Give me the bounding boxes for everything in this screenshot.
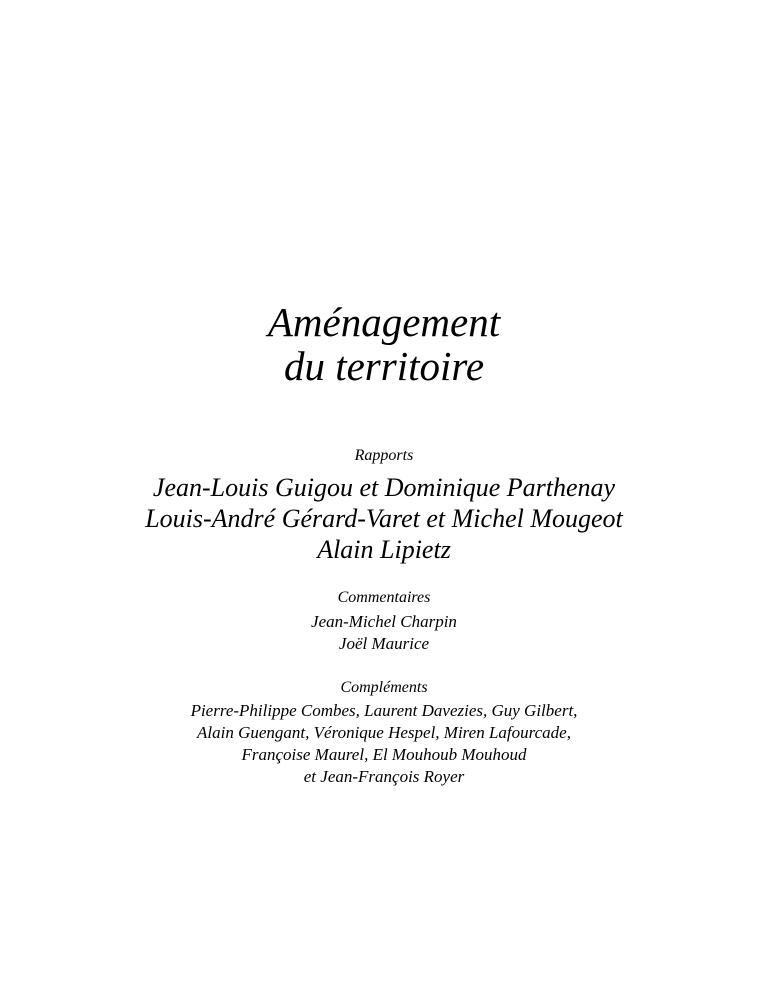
author-line: Jean-Louis Guigou et Dominique Parthenay	[152, 473, 616, 502]
contributor-line: Françoise Maurel, El Mouhoub Mouhoud	[241, 745, 527, 764]
contributor-line: Alain Guengant, Véronique Hespel, Miren Lafourcade,	[197, 723, 571, 742]
contributor-line: Pierre-Philippe Combes, Laurent Davezies, Guy Gilbert,	[190, 701, 578, 720]
document-title	[0, 300, 768, 388]
complements-label: Compléments	[340, 679, 428, 696]
complement-contributors	[0, 700, 768, 788]
author-line: Louis-André Gérard-Varet et Michel Mougeot	[145, 504, 623, 533]
author-line: Alain Lipietz	[317, 535, 451, 564]
commentator-name: Joël Maurice	[338, 634, 430, 653]
commentaires-label: Commentaires	[337, 589, 431, 606]
rapports-label: Rapports	[354, 447, 414, 464]
title-line: Aménagement	[267, 299, 501, 345]
contributor-line: et Jean-François Royer	[303, 767, 465, 786]
commentators	[0, 611, 768, 655]
commentator-name: Jean-Michel Charpin	[311, 612, 457, 631]
report-authors	[0, 472, 768, 565]
title-line: du territoire	[283, 343, 485, 389]
